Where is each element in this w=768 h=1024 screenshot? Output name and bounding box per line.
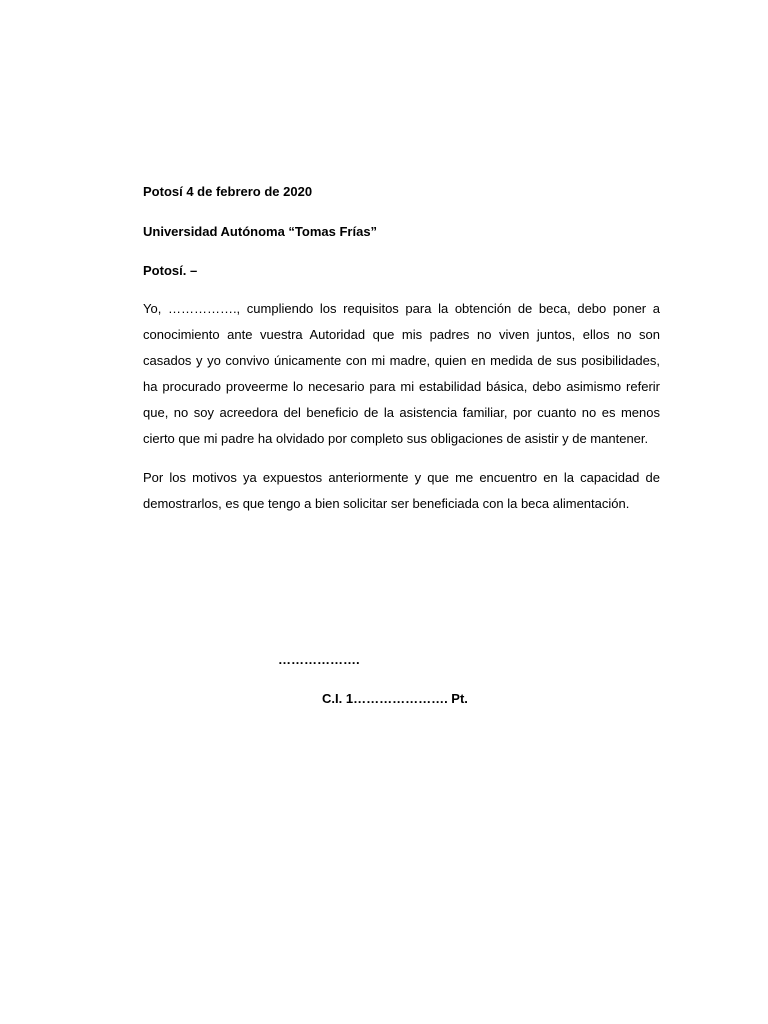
recipient-line: Universidad Autónoma “Tomas Frías” (143, 224, 378, 239)
date-line: Potosí 4 de febrero de 2020 (143, 184, 313, 199)
signature-line: ………………. (278, 652, 360, 667)
body-paragraph-1: Yo, ……………., cumpliendo los requisitos para la obtención de beca, debo poner a conocimiento ante vuestra Autoridad que mis padres no viven juntos, ellos no son casados y yo convivo únicamente con mi madre, quien en medida de sus posibilidades, ha procurado proveerme lo necesario para mi estabilidad básica, debo asimismo referir que, no soy acreedora del beneficio de la asistencia familiar, por cuanto no es menos cierto que mi padre ha olvidado por completo sus obligaciones de asistir y de mantener. (143, 301, 660, 446)
body-paragraph-2: Por los motivos ya expuestos anteriormente y que me encuentro en la capacidad de demostrarlos, es que tengo a bien solicitar ser beneficiada con la beca alimentación. (143, 470, 660, 511)
city-line: Potosí. – (143, 263, 198, 278)
signature-id-line: C.I. 1…………………. Pt. (322, 691, 468, 706)
